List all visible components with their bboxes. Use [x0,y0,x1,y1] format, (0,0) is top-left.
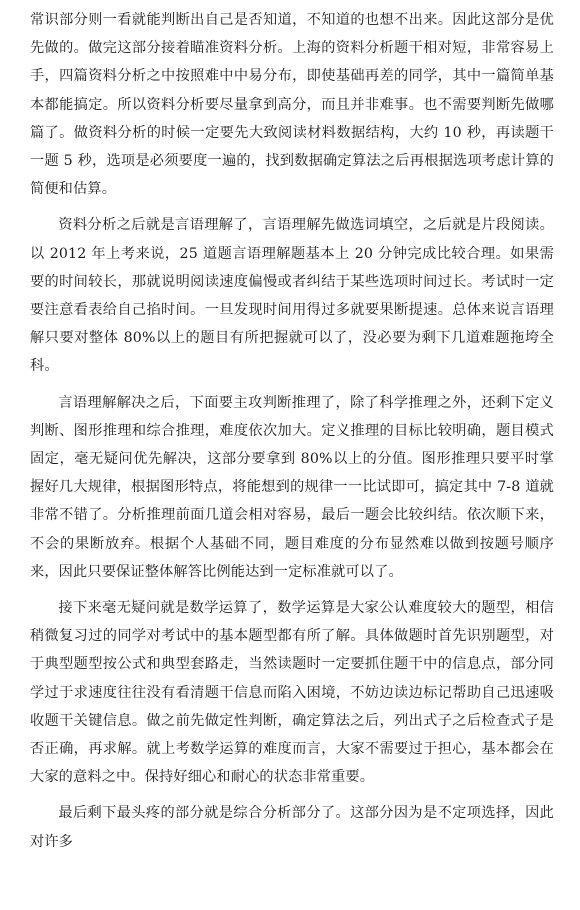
paragraph-logical-reasoning: 言语理解解决之后，下面要主攻判断推理了，除了科学推理之外，还剩下定义判断、图形推理和综合推理，难度依次加大。定义推理的目标比较明确，题目模式固定，毫无疑问优先解决，这部分要拿到 80%以上的分值。图形推理只要平时掌握好几大规律，根据图形特点，将能想到的规律一一比试即可，搞定其中 7-8 道就非常不错了。分析推理前面几道会相对容易，最后一题会比较纠结。依次顺下来，不会的果断放弃。根据个人基础不同，题目难度的分布显然难以做到按题号顺序来，因此只要保证整体解答比例能达到一定标准就可以了。 [30,394,554,580]
paragraph-comprehensive-analysis: 最后剩下最头疼的部分就是综合分析部分了。这部分因为是不定项选择，因此对许多 [30,805,554,850]
paragraph-common-sense: 常识部分则一看就能判断出自己是否知道，不知道的也想不出来。因此这部分是优先做的。做完这部分接着瞄准资料分析。上海的资料分析题干相对短，非常容易上手，四篇资料分析之中按照难中中易分布，即使基础再差的同学，其中一篇简单基本都能搞定。所以资料分析要尽量拿到高分，而且并非难事。也不需要判断先做哪篇了。做资料分析的时候一定要先大致阅读材料数据结构，大约 10 秒，再读题干一题 5 秒，选项是必须要度一遍的，找到数据确定算法之后再根据选项考虑计算的简便和估算。 [30,12,554,198]
paragraph-verbal-comprehension: 资料分析之后就是言语理解了，言语理解先做选词填空，之后就是片段阅读。以 2012 年上考来说，25 道题言语理解题基本上 20 分钟完成比较合理。如果需要的时间较长，那就说明阅读速度偏慢或者纠结于某些选项时间过长。考试时一定要注意看表给自己掐时间。一旦发现时间用得过多就要果断提速。总体来说言语理解只要对整体 80%以上的题目有所把握就可以了，没必要为剩下几道难题拖垮全科。 [30,217,554,375]
document-page [30,6,554,864]
paragraph-math-operations: 接下来毫无疑问就是数学运算了，数学运算是大家公认难度较大的题型，相信稍微复习过的同学对考试中的基本题型都有所了解。具体做题时首先识别题型，对于典型题型按公式和典型套路走，当然读题时一定要抓住题干中的信息点，部分同学过于求速度往往没有看清题干信息而陷入困境，不妨边读边标记帮助自己迅速吸收题干关键信息。做之前先做定性判断，确定算法之后，列出式子之后检查式子是否正确，再求解。就上考数学运算的难度而言，大家不需要过于担心，基本都会在大家的意料之中。保持好细心和耐心的状态非常重要。 [30,600,554,786]
